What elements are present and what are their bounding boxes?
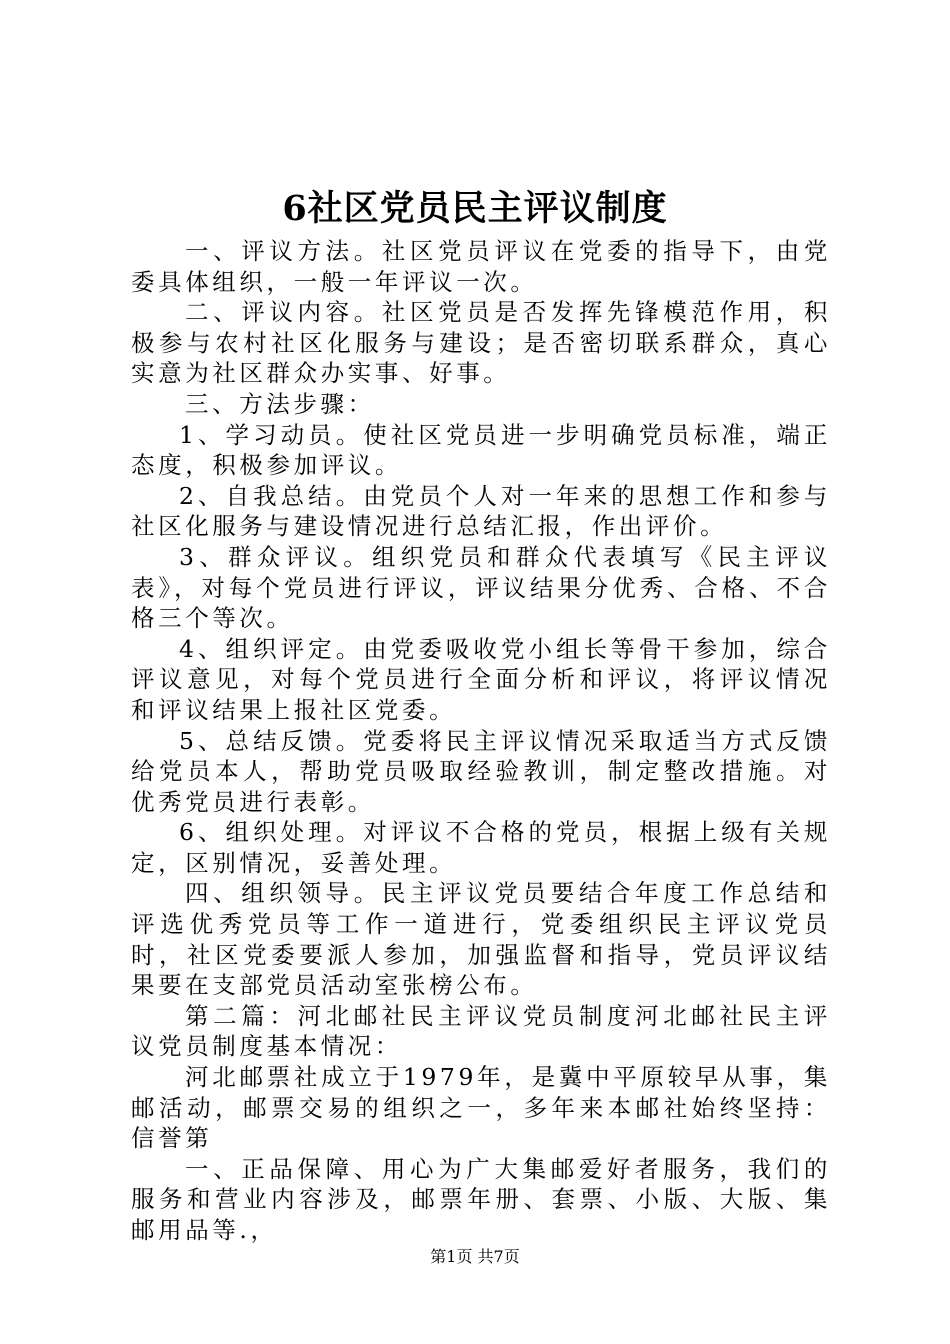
paragraph-method-steps: 三、方法步骤： (185, 389, 375, 418)
paragraph-step-organization-assessment: 4、组织评定。由党委吸收党小组长等骨干参加，综合评议意见，对每个党员进行全面分析和评议，将评议情况和评议结果上报社区党委。 (131, 634, 831, 724)
document-body (131, 236, 831, 1246)
paragraph-evaluation-content: 二、评议内容。社区党员是否发挥先锋模范作用，积极参与农村社区化服务与建设；是否密切联系群众，真心实意为社区群众办实事、好事。 (131, 298, 831, 388)
paragraph-step-study: 1、学习动员。使社区党员进一步明确党员标准，端正态度，积极参加评议。 (131, 420, 831, 480)
paragraph-evaluation-method: 一、评议方法。社区党员评议在党委的指导下，由党委具体组织，一般一年评议一次。 (131, 237, 831, 296)
page-number-footer: 第1页 共7页 (430, 1247, 520, 1266)
document-title: 6社区党员民主评议制度 (282, 188, 668, 229)
paragraph-stamp-society-intro: 河北邮票社成立于1979年，是冀中平原较早从事，集邮活动，邮票交易的组织之一，多年来本邮社始终坚持：信誉第 (131, 1063, 831, 1153)
paragraph-step-handling: 6、组织处理。对评议不合格的党员，根据上级有关规定，区别情况，妥善处理。 (131, 818, 831, 877)
paragraph-step-feedback: 5、总结反馈。党委将民主评议情况采取适当方式反馈给党员本人，帮助党员吸取经验教训，制定整改措施。对优秀党员进行表彰。 (131, 726, 831, 816)
paragraph-stamp-society-services: 一、正品保障、用心为广大集邮爱好者服务，我们的服务和营业内容涉及，邮票年册、套票、小版、大版、集邮用品等.， (131, 1154, 831, 1244)
paragraph-step-self-summary: 2、自我总结。由党员个人对一年来的思想工作和参与社区化服务与建设情况进行总结汇报，作出评价。 (131, 481, 831, 541)
paragraph-organization-leadership: 四、组织领导。民主评议党员要结合年度工作总结和评选优秀党员等工作一道进行，党委组织民主评议党员时，社区党委要派人参加，加强监督和指导，党员评议结果要在支部党员活动室张榜公布。 (131, 879, 831, 1000)
paragraph-second-article: 第二篇：河北邮社民主评议党员制度河北邮社民主评议党员制度基本情况： (131, 1001, 831, 1061)
paragraph-step-mass-evaluation: 3、群众评议。组织党员和群众代表填写《民主评议表》，对每个党员进行评议，评议结果分优秀、合格、不合格三个等次。 (131, 542, 831, 633)
